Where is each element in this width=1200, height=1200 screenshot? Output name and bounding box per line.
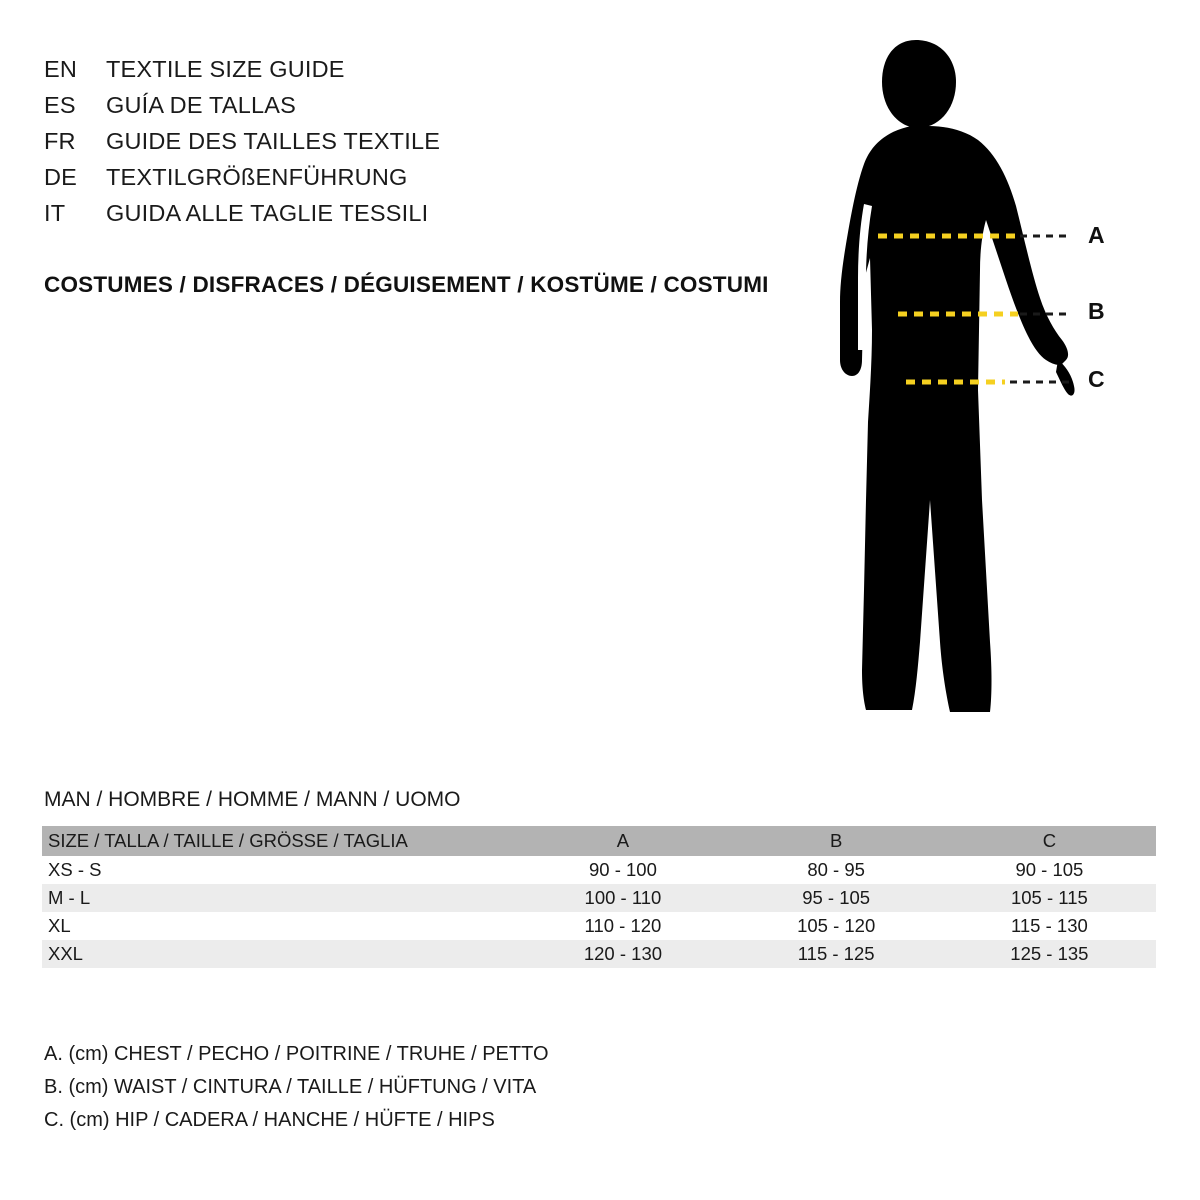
column-header-size: SIZE / TALLA / TAILLE / GRÖSSE / TAGLIA: [42, 826, 516, 856]
cell-b: 95 - 105: [730, 884, 943, 912]
cell-size: M - L: [42, 884, 516, 912]
note-waist: B. (cm) WAIST / CINTURA / TAILLE / HÜFTUNG / VITA: [44, 1076, 537, 1098]
size-table-head: [42, 826, 1156, 856]
cell-a: 100 - 110: [516, 884, 729, 912]
language-code: FR: [44, 128, 76, 154]
note-hip: C. (cm) HIP / CADERA / HANCHE / HÜFTE / HIPS: [44, 1109, 495, 1131]
table-title: MAN / HOMBRE / HOMME / MANN / UOMO: [44, 788, 461, 811]
table-row: [42, 856, 1156, 884]
language-code: IT: [44, 200, 66, 226]
column-header-a: A: [516, 826, 729, 856]
cell-a: 90 - 100: [516, 856, 729, 884]
language-list: [44, 56, 804, 236]
language-row: [44, 92, 804, 128]
cell-size: XL: [42, 912, 516, 940]
table-row: [42, 912, 1156, 940]
cell-size: XXL: [42, 940, 516, 968]
measure-label-a: A: [1088, 222, 1105, 248]
language-code: ES: [44, 92, 76, 118]
cell-a: 120 - 130: [516, 940, 729, 968]
table-row: [42, 940, 1156, 968]
language-code: EN: [44, 56, 78, 82]
table-header-row: [42, 826, 1156, 856]
measurement-notes: [44, 1038, 549, 1137]
language-text: TEXTILGRÖßENFÜHRUNG: [106, 164, 408, 190]
language-row: [44, 200, 804, 236]
measure-label-c: C: [1088, 366, 1105, 392]
size-table: [42, 826, 1156, 968]
column-header-b: B: [730, 826, 943, 856]
language-code: DE: [44, 164, 78, 190]
language-text: GUIDA ALLE TAGLIE TESSILI: [106, 200, 429, 226]
man-silhouette-icon: [820, 30, 1160, 750]
cell-c: 105 - 115: [943, 884, 1156, 912]
cell-c: 90 - 105: [943, 856, 1156, 884]
language-text: GUÍA DE TALLAS: [106, 92, 297, 118]
cell-b: 115 - 125: [730, 940, 943, 968]
size-table-body: [42, 856, 1156, 968]
table-row: [42, 884, 1156, 912]
language-row: [44, 164, 804, 200]
note-chest: A. (cm) CHEST / PECHO / POITRINE / TRUHE / PETTO: [44, 1043, 549, 1065]
column-header-c: C: [943, 826, 1156, 856]
costumes-subtitle: COSTUMES / DISFRACES / DÉGUISEMENT / KOSTÜME / COSTUMI: [44, 272, 769, 297]
cell-a: 110 - 120: [516, 912, 729, 940]
cell-b: 105 - 120: [730, 912, 943, 940]
measure-label-b: B: [1088, 298, 1105, 324]
language-text: GUIDE DES TAILLES TEXTILE: [106, 128, 441, 154]
language-row: [44, 56, 804, 92]
cell-c: 115 - 130: [943, 912, 1156, 940]
language-text: TEXTILE SIZE GUIDE: [106, 56, 345, 82]
cell-b: 80 - 95: [730, 856, 943, 884]
cell-size: XS - S: [42, 856, 516, 884]
figure-area: [820, 30, 1160, 750]
language-row: [44, 128, 804, 164]
cell-c: 125 - 135: [943, 940, 1156, 968]
